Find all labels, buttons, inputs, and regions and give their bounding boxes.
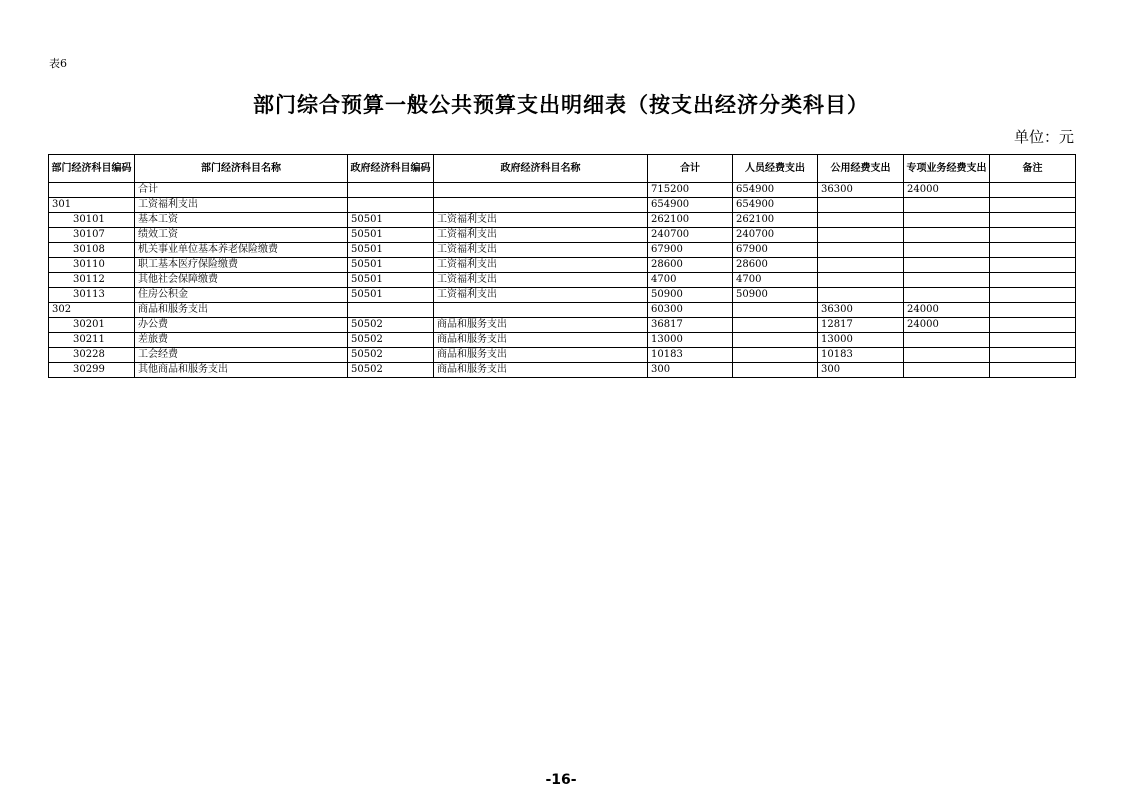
table-cell: 300 (648, 363, 733, 378)
table-cell: 商品和服务支出 (434, 363, 648, 378)
table-cell: 工资福利支出 (434, 258, 648, 273)
table-cell: 50502 (348, 363, 434, 378)
table-cell: 50501 (348, 213, 434, 228)
table-cell: 职工基本医疗保险缴费 (135, 258, 348, 273)
table-cell: 28600 (733, 258, 818, 273)
table-label: 表6 (49, 57, 67, 70)
table-cell (990, 303, 1076, 318)
table-cell (904, 258, 990, 273)
table-cell (434, 198, 648, 213)
table-cell (990, 318, 1076, 333)
table-cell: 50501 (348, 258, 434, 273)
table-cell: 其他商品和服务支出 (135, 363, 348, 378)
column-header: 专项业务经费支出 (904, 155, 990, 183)
column-header: 合计 (648, 155, 733, 183)
table-cell: 30113 (49, 288, 135, 303)
table-cell: 67900 (733, 243, 818, 258)
table-cell: 50501 (348, 243, 434, 258)
table-cell (904, 198, 990, 213)
table-cell: 其他社会保障缴费 (135, 273, 348, 288)
table-cell: 工资福利支出 (434, 243, 648, 258)
table-row (49, 183, 1076, 198)
column-header: 政府经济科目编码 (348, 155, 434, 183)
table-cell: 住房公积金 (135, 288, 348, 303)
table-cell: 30110 (49, 258, 135, 273)
unit-label: 单位：元 (1013, 128, 1074, 146)
table-row (49, 198, 1076, 213)
table-cell: 654900 (733, 183, 818, 198)
table-cell: 36300 (818, 303, 904, 318)
table-cell (990, 273, 1076, 288)
table-cell (818, 228, 904, 243)
table-cell: 工会经费 (135, 348, 348, 363)
table-cell: 24000 (904, 183, 990, 198)
table-cell (904, 288, 990, 303)
table-cell (904, 273, 990, 288)
table-cell (990, 288, 1076, 303)
column-header: 政府经济科目名称 (434, 155, 648, 183)
table-cell: 24000 (904, 318, 990, 333)
table-cell (990, 213, 1076, 228)
table-cell: 12817 (818, 318, 904, 333)
table-cell (818, 258, 904, 273)
table-cell: 工资福利支出 (135, 198, 348, 213)
table-cell (818, 273, 904, 288)
table-cell: 10183 (648, 348, 733, 363)
table-cell: 300 (818, 363, 904, 378)
table-row (49, 303, 1076, 318)
page-title: 部门综合预算一般公共预算支出明细表（按支出经济分类科目） (253, 92, 869, 117)
table-cell: 654900 (648, 198, 733, 213)
table-cell (434, 303, 648, 318)
table-cell: 30112 (49, 273, 135, 288)
column-header: 部门经济科目名称 (135, 155, 348, 183)
table-cell (733, 363, 818, 378)
table-cell (904, 333, 990, 348)
table-cell: 50501 (348, 273, 434, 288)
table-cell: 36300 (818, 183, 904, 198)
table-cell: 办公费 (135, 318, 348, 333)
table-row (49, 258, 1076, 273)
table-cell: 10183 (818, 348, 904, 363)
table-cell: 商品和服务支出 (434, 333, 648, 348)
table-cell (990, 333, 1076, 348)
table-cell (990, 183, 1076, 198)
table-cell: 302 (49, 303, 135, 318)
column-header: 公用经费支出 (818, 155, 904, 183)
table-cell: 合计 (135, 183, 348, 198)
table-cell (990, 243, 1076, 258)
table-cell: 30211 (49, 333, 135, 348)
table-cell: 240700 (648, 228, 733, 243)
table-cell (733, 333, 818, 348)
table-cell: 30299 (49, 363, 135, 378)
table-cell (348, 183, 434, 198)
table-row (49, 363, 1076, 378)
table-cell: 654900 (733, 198, 818, 213)
table-cell (990, 258, 1076, 273)
table-cell (348, 303, 434, 318)
table-cell (990, 363, 1076, 378)
table-cell (990, 348, 1076, 363)
column-header: 人员经费支出 (733, 155, 818, 183)
table-cell: 50501 (348, 228, 434, 243)
table-cell: 30108 (49, 243, 135, 258)
table-row (49, 228, 1076, 243)
table-row (49, 348, 1076, 363)
table-cell: 工资福利支出 (434, 288, 648, 303)
table-cell: 50900 (648, 288, 733, 303)
table-cell: 36817 (648, 318, 733, 333)
table-cell: 30101 (49, 213, 135, 228)
table-cell (990, 228, 1076, 243)
table-cell (818, 198, 904, 213)
table-cell: 240700 (733, 228, 818, 243)
table-cell (904, 348, 990, 363)
table-cell: 30228 (49, 348, 135, 363)
table-cell: 28600 (648, 258, 733, 273)
column-header: 部门经济科目编码 (49, 155, 135, 183)
table-row (49, 243, 1076, 258)
table-cell: 机关事业单位基本养老保险缴费 (135, 243, 348, 258)
table-cell: 30107 (49, 228, 135, 243)
table-cell (818, 243, 904, 258)
table-cell (49, 183, 135, 198)
table-cell (990, 198, 1076, 213)
table-body (49, 183, 1076, 378)
table-cell: 基本工资 (135, 213, 348, 228)
table-cell: 4700 (648, 273, 733, 288)
table-cell: 工资福利支出 (434, 213, 648, 228)
table-cell: 30201 (49, 318, 135, 333)
table-row (49, 288, 1076, 303)
table-cell: 13000 (648, 333, 733, 348)
table-cell: 商品和服务支出 (434, 348, 648, 363)
table-row (49, 273, 1076, 288)
table-cell: 工资福利支出 (434, 228, 648, 243)
table-cell: 50900 (733, 288, 818, 303)
table-row (49, 318, 1076, 333)
table-cell: 262100 (648, 213, 733, 228)
table-cell: 262100 (733, 213, 818, 228)
table-cell: 50502 (348, 348, 434, 363)
table-cell: 67900 (648, 243, 733, 258)
table-cell (348, 198, 434, 213)
table-cell: 50502 (348, 333, 434, 348)
table-cell: 工资福利支出 (434, 273, 648, 288)
table-header-row (49, 155, 1076, 183)
table-cell (904, 228, 990, 243)
table-cell: 60300 (648, 303, 733, 318)
table-cell (733, 303, 818, 318)
table-cell: 绩效工资 (135, 228, 348, 243)
table-cell: 50502 (348, 318, 434, 333)
table-cell: 50501 (348, 288, 434, 303)
table-cell (904, 243, 990, 258)
table-row (49, 213, 1076, 228)
page-number: -16- (545, 772, 577, 788)
table-cell (733, 318, 818, 333)
budget-table (48, 154, 1076, 378)
table-cell: 715200 (648, 183, 733, 198)
column-header: 备注 (990, 155, 1076, 183)
table-cell: 13000 (818, 333, 904, 348)
table-cell: 24000 (904, 303, 990, 318)
table-cell (818, 213, 904, 228)
table-cell: 商品和服务支出 (135, 303, 348, 318)
table-cell: 301 (49, 198, 135, 213)
table-cell (904, 363, 990, 378)
table-row (49, 333, 1076, 348)
table-cell: 商品和服务支出 (434, 318, 648, 333)
table-cell: 差旅费 (135, 333, 348, 348)
table-cell (434, 183, 648, 198)
table-cell (904, 213, 990, 228)
table-cell: 4700 (733, 273, 818, 288)
table-cell (818, 288, 904, 303)
table-cell (733, 348, 818, 363)
